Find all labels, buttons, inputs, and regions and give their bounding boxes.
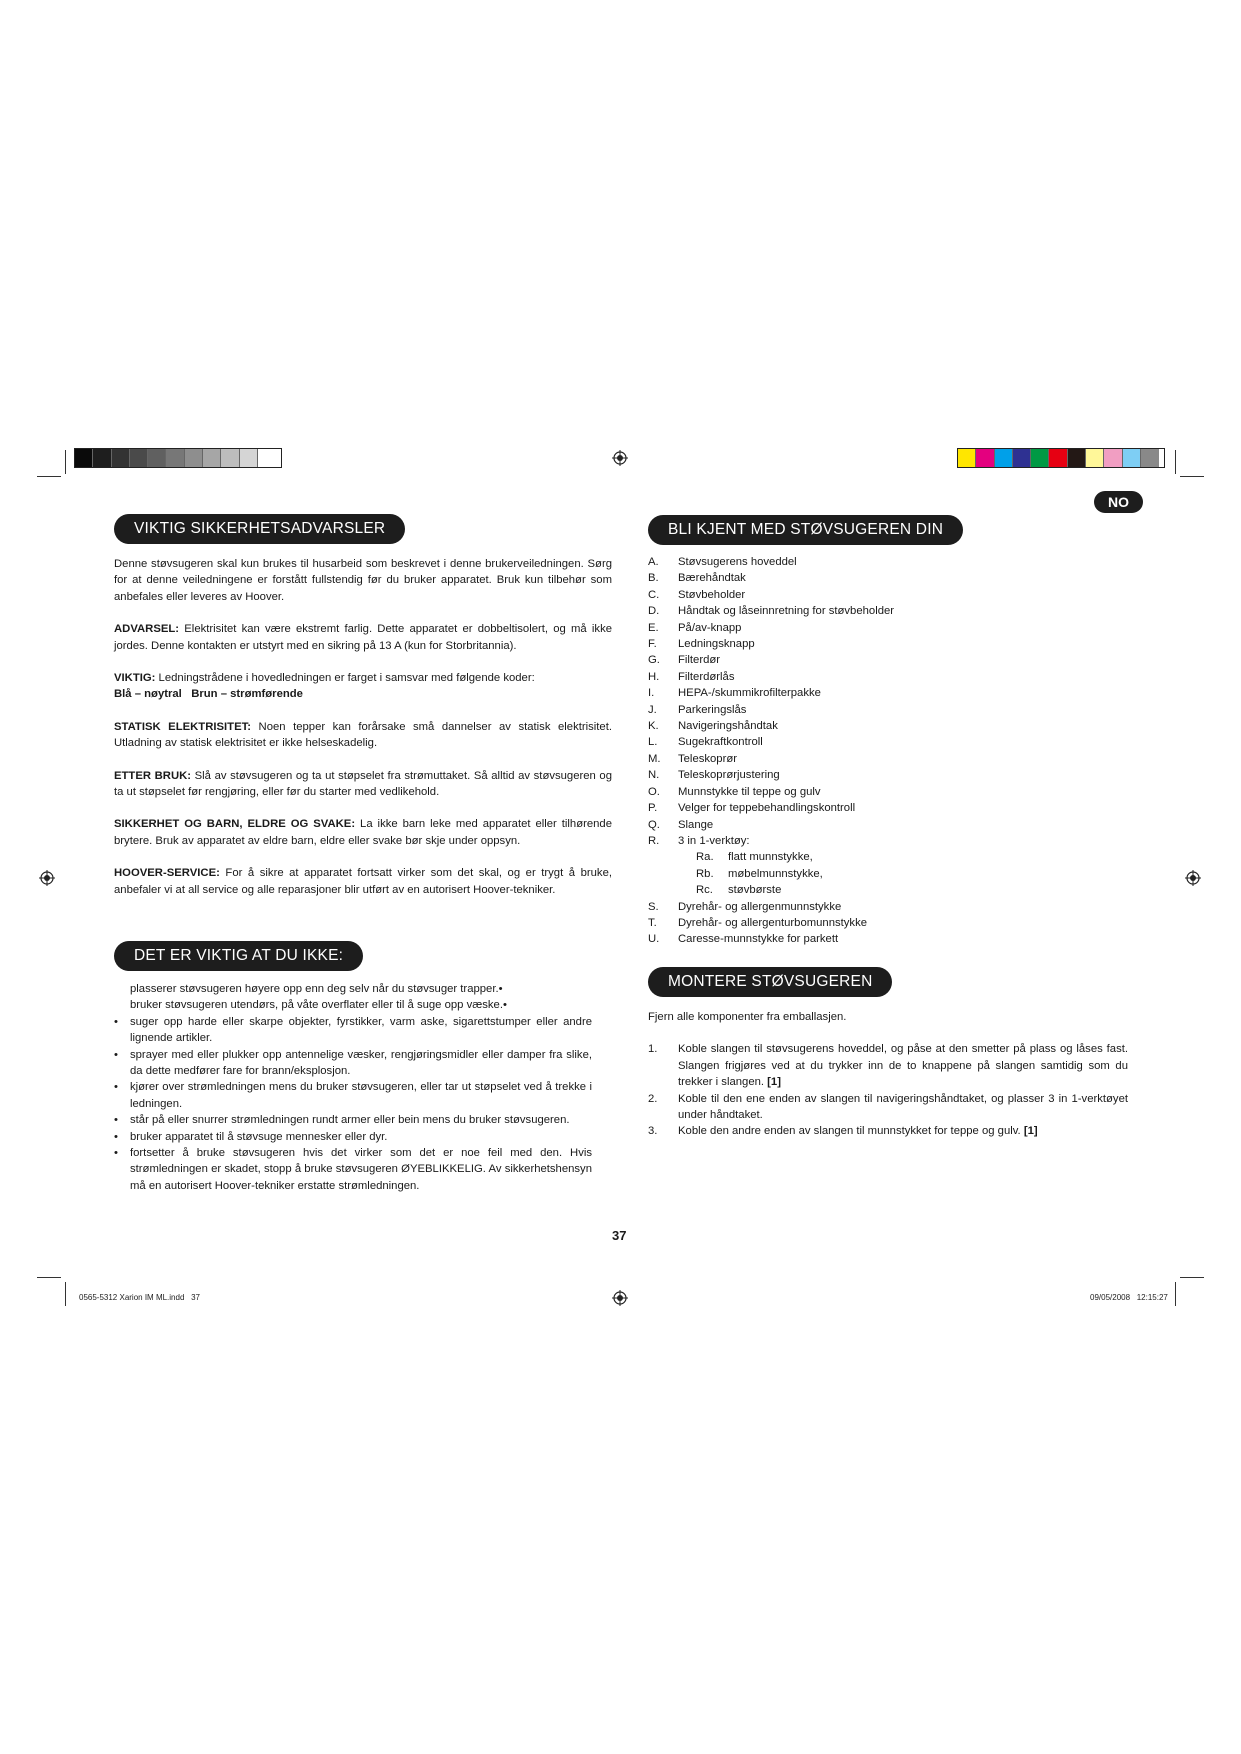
gray-color-bar xyxy=(74,448,282,468)
process-swatch xyxy=(976,449,994,467)
crop-mark xyxy=(1175,450,1176,474)
gray-swatch xyxy=(93,449,111,467)
registration-mark-icon xyxy=(39,870,55,886)
gray-swatch xyxy=(221,449,239,467)
process-swatch xyxy=(1013,449,1031,467)
wiring-paragraph: VIKTIG: Ledningstrådene i hovedledningen er farget i samsvar med følgende koder: Blå – nøytral Brun – strømførende xyxy=(114,672,535,701)
crop-mark xyxy=(37,476,61,477)
registration-mark-icon xyxy=(612,1290,628,1306)
left-column xyxy=(114,556,612,914)
list-item: • sprayer med eller plukker opp antennelige væsker, rengjøringsmidler eller damper fra slike, da dette medfører fare for brann/eksplosjon. xyxy=(114,1047,592,1080)
crop-mark xyxy=(65,1282,66,1306)
gray-swatch xyxy=(166,449,184,467)
list-item: L. Sugekraftkontroll xyxy=(648,736,763,749)
date-slug: 09/05/2008 12:15:27 xyxy=(1090,1293,1168,1302)
list-item: F. Ledningsknapp xyxy=(648,638,755,651)
list-item: bruker støvsugeren utendørs, på våte overflater eller til å suge opp væske.• xyxy=(130,999,507,1012)
list-item: Rb. møbelmunnstykke, xyxy=(696,867,823,880)
list-item: G. Filterdør xyxy=(648,654,721,667)
process-swatch xyxy=(1123,449,1141,467)
list-item: E. På/av-knapp xyxy=(648,621,742,634)
list-item: • suger opp harde eller skarpe objekter, fyrstikker, varm aske, sigarettstumper eller andre lignende artikler. xyxy=(114,1014,592,1047)
gray-swatch xyxy=(148,449,166,467)
list-item: • står på eller snurrer strømledningen rundt armer eller bein mens du bruker støvsugeren. xyxy=(114,1112,592,1128)
list-item: H. Filterdørlås xyxy=(648,670,735,683)
process-swatch xyxy=(1104,449,1122,467)
list-item: Rc. støvbørste xyxy=(696,884,782,897)
crop-mark xyxy=(1180,476,1204,477)
list-item: Ra. flatt munnstykke, xyxy=(696,851,813,864)
donts-list xyxy=(114,981,592,1194)
list-item: 3. Koble den andre enden av slangen til munnstykket for teppe og gulv. [1] xyxy=(648,1125,1038,1138)
list-item: plasserer støvsugeren høyere opp enn deg selv når du støvsuger trapper.• xyxy=(130,983,503,995)
list-item: K. Navigeringshåndtak xyxy=(648,720,778,733)
list-item: • kjører over strømledningen mens du bruker støvsugeren, eller tar ut støpselet ved å trekke i ledningen. xyxy=(114,1079,592,1112)
process-swatch xyxy=(1049,449,1067,467)
process-swatch xyxy=(1141,449,1159,467)
page-number: 37 xyxy=(612,1228,627,1243)
process-color-bar xyxy=(957,448,1165,468)
gray-swatch xyxy=(240,449,258,467)
gray-swatch xyxy=(258,449,276,467)
process-swatch xyxy=(1031,449,1049,467)
list-item: M. Teleskoprør xyxy=(648,752,738,765)
crop-mark xyxy=(1180,1277,1204,1278)
list-item: R. 3 in 1-verktøy: xyxy=(648,834,750,847)
list-item: S. Dyrehår- og allergenmunnstykke xyxy=(648,900,842,913)
crop-mark xyxy=(65,450,66,474)
assembly-intro: Fjern alle komponenter fra emballasjen. xyxy=(648,1011,847,1023)
list-item: B. Bærehåndtak xyxy=(648,572,746,585)
crop-mark xyxy=(37,1277,61,1278)
list-item: Q. Slange xyxy=(648,818,714,831)
language-tab: NO xyxy=(1094,491,1143,513)
section-heading-donts: DET ER VIKTIG AT DU IKKE: xyxy=(114,941,363,971)
file-slug: 0565-5312 Xarion IM ML.indd 37 xyxy=(79,1293,200,1302)
list-item: 2. Koble til den ene enden av slangen til navigeringshåndtaket, og plasser 3 in 1-verktøyet under håndtaket. xyxy=(648,1092,1128,1122)
process-swatch xyxy=(1086,449,1104,467)
section-heading-safety: VIKTIG SIKKERHETSADVARSLER xyxy=(114,514,405,544)
crop-mark xyxy=(1175,1282,1176,1306)
list-item: T. Dyrehår- og allergenturbomunnstykke xyxy=(648,916,868,929)
process-swatch xyxy=(958,449,976,467)
list-item: U. Caresse-munnstykke for parkett xyxy=(648,933,839,946)
gray-swatch xyxy=(112,449,130,467)
service-paragraph: HOOVER-SERVICE: For å sikre at apparatet fortsatt virker som det skal, og er trygt å bruke, anbefaler vi at all service og alle reparasjoner blir utført av en autorisert Hoover-tekniker. xyxy=(114,867,612,896)
list-item: • fortsetter å bruke støvsugeren hvis det virker som det er noe feil med den. Hvis strømledningen er skadet, stopp å bruke støvsugeren ØYEBLIKKELIG. Av sikkerhetshensyn må en autorisert Hoover-tekniker erstatte strømledningen. xyxy=(114,1145,592,1194)
assembly-section xyxy=(648,1009,1128,1140)
list-item: 1. Koble slangen til støvsugerens hoveddel, og påse at den smetter på plass og låses fast. Slangen frigjøres ved at du trykker inn de to knappene på slangen samtidig som du trekker i slangen. [1] xyxy=(648,1043,1128,1089)
wire-codes: Blå – nøytral Brun – strømførende xyxy=(114,688,303,701)
process-swatch xyxy=(1068,449,1086,467)
registration-mark-icon xyxy=(612,450,628,466)
static-paragraph: STATISK ELEKTRISITET: Noen tepper kan forårsake små dannelser av statisk elektrisitet. Utladning av statisk elektrisitet er ikke helseskadelig. xyxy=(114,720,612,750)
list-item: J. Parkeringslås xyxy=(648,703,747,716)
list-item: C. Støvbeholder xyxy=(648,588,746,601)
parts-list xyxy=(648,554,1138,948)
section-heading-assembly: MONTERE STØVSUGEREN xyxy=(648,967,892,997)
list-item: D. Håndtak og låseinnretning for støvbeholder xyxy=(648,605,895,618)
gray-swatch xyxy=(75,449,93,467)
list-item: I. HEPA-/skummikrofilterpakke xyxy=(648,687,821,700)
warning-paragraph: ADVARSEL: Elektrisitet kan være ekstremt farlig. Dette apparatet er dobbeltisolert, og må ikke jordes. Denne kontakten er utstyrt med en sikring på 13 A (kun for Storbritannia). xyxy=(114,623,612,652)
list-item: O. Munnstykke til teppe og gulv xyxy=(648,785,821,798)
list-item: A. Støvsugerens hoveddel xyxy=(648,556,797,568)
after-use-paragraph: ETTER BRUK: Slå av støvsugeren og ta ut støpselet fra strømuttaket. Så alltid av støvsugeren og ta ut støpselet før rengjøring, eller før du starter med vedlikehold. xyxy=(114,769,612,799)
intro-paragraph: Denne støvsugeren skal kun brukes til husarbeid som beskrevet i denne brukerveiledningen. Sørg for at denne veiledningene er forstått fullstendig før du bruker apparatet. Bruk kun tilbehør som anbefales eller leveres av Hoover. xyxy=(114,558,612,603)
list-item: P. Velger for teppebehandlingskontroll xyxy=(648,802,856,815)
gray-swatch xyxy=(203,449,221,467)
process-swatch xyxy=(995,449,1013,467)
list-item: N. Teleskoprørjustering xyxy=(648,769,780,782)
list-item: • bruker apparatet til å støvsuge mennesker eller dyr. xyxy=(114,1129,592,1145)
gray-swatch xyxy=(185,449,203,467)
children-paragraph: SIKKERHET OG BARN, ELDRE OG SVAKE: La ikke barn leke med apparatet eller tilhørende brytere. Bruk av apparatet av eldre barn, eldre eller svake bør skje under oppsyn. xyxy=(114,818,612,847)
registration-mark-icon xyxy=(1185,870,1201,886)
section-heading-parts: BLI KJENT MED STØVSUGEREN DIN xyxy=(648,515,963,545)
gray-swatch xyxy=(130,449,148,467)
